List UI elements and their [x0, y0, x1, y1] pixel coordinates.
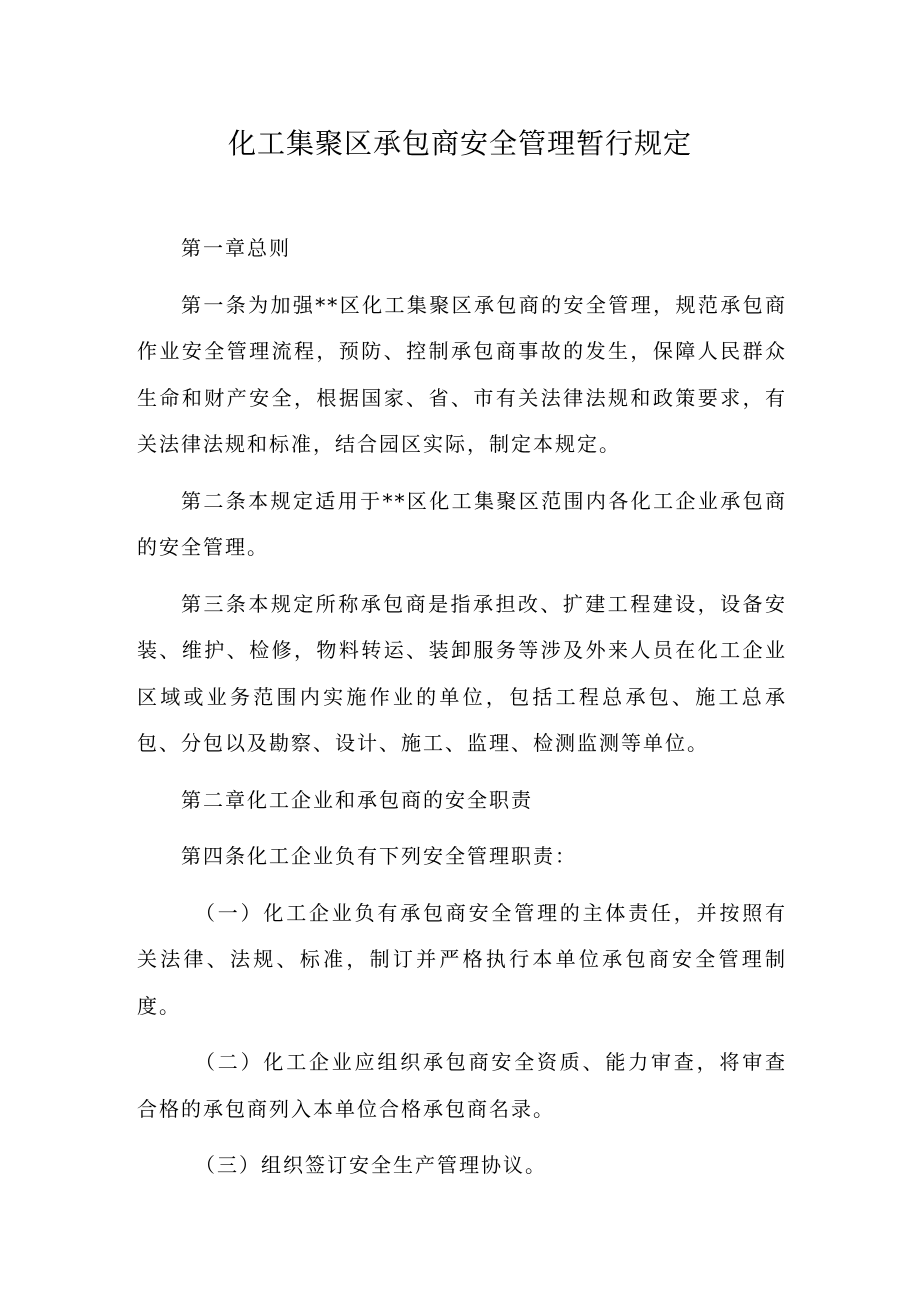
list-item-paragraph: （三）组织签订安全生产管理协议。 [195, 1153, 547, 1177]
list-item-paragraph: （一）化工企业负有承包商安全管理的主体责任，并按照有关法律、法规、标准，制订并严格执行本单位承包商安全管理制度。 [137, 900, 787, 1018]
article-paragraph: 第四条化工企业负有下列安全管理职责： [181, 844, 577, 868]
chapter-heading: 第二章化工企业和承包商的安全职责 [181, 787, 533, 812]
document-title: 化工集聚区承包商安全管理暂行规定 [227, 127, 692, 160]
article-paragraph: 第三条本规定所称承包商是指承担改、扩建工程建设，设备安装、维护、检修，物料转运、装卸服务等涉及外来人员在化工企业区域或业务范围内实施作业的单位，包括工程总承包、施工总承包、分包以及勘察、设计、施工、监理、检测监测等单位。 [137, 591, 787, 755]
article-paragraph: 第一条为加强**区化工集聚区承包商的安全管理，规范承包商作业安全管理流程，预防、控制承包商事故的发生，保障人民群众生命和财产安全，根据国家、省、市有关法律法规和政策要求，有关法律法规和标准，结合园区实际，制定本规定。 [137, 292, 787, 456]
list-item-paragraph: （二）化工企业应组织承包商安全资质、能力审查，将审查合格的承包商列入本单位合格承包商名录。 [137, 1050, 787, 1121]
document-body [137, 225, 787, 1199]
article-paragraph: 第二条本规定适用于**区化工集聚区范围内各化工企业承包商的安全管理。 [137, 488, 787, 559]
chapter-heading: 第一章总则 [181, 236, 291, 260]
